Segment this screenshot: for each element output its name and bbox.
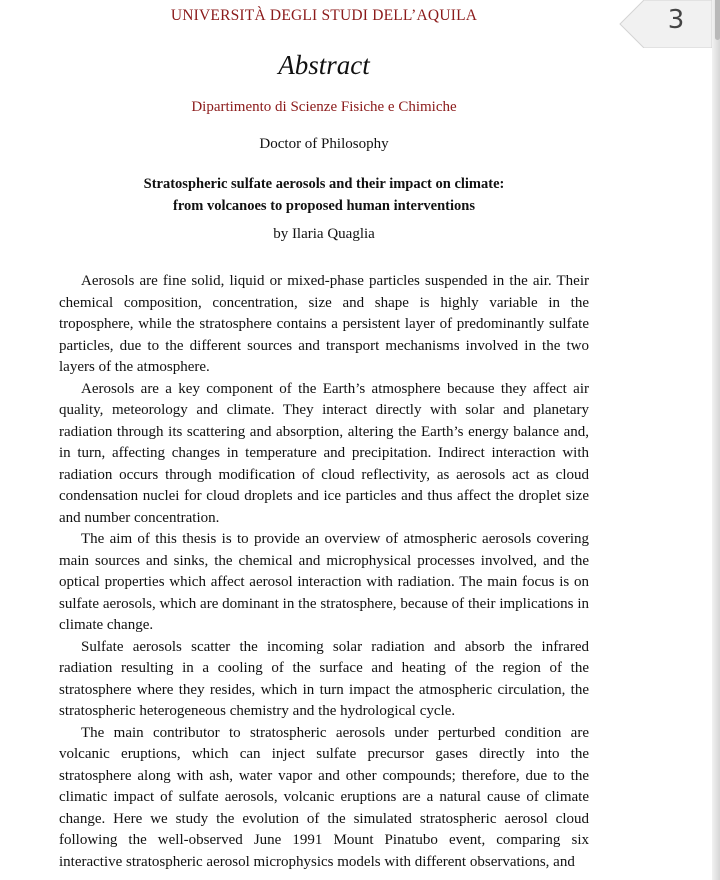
abstract-title: Abstract [278, 50, 370, 80]
abstract-paragraph: Sulfate aerosols scatter the incoming solar radiation and absorb the infrared radiation resulting in a cooling of the surface and heating of the region of the stratosphere where they resides, which in turn impact the atmospheric circulation, the stratospheric heterogeneous chemistry and the hydrological cycle. [59, 638, 589, 719]
degree-name: Doctor of Philosophy [259, 136, 389, 152]
scrollbar-thumb[interactable] [715, 0, 720, 40]
thesis-title-line-1: Stratospheric sulfate aerosols and their impact on climate: [143, 176, 505, 192]
page-number-badge [616, 0, 712, 48]
abstract-paragraph: Aerosols are fine solid, liquid or mixed-phase particles suspended in the air. Their chemical composition, concentration, size and shape is highly variable in the troposphere, while the stratosphere contains a persistent layer of predominantly sulfate particles, due to the different sources and transport mechanisms involved in the two layers of the atmosphere. [59, 273, 589, 375]
page-number: 3 [667, 5, 685, 35]
abstract-paragraph: The main contributor to stratospheric aerosols under perturbed condition are volcanic eruptions, which can inject sulfate precursor gases directly into the stratosphere along with ash, water vapor and other compounds; therefore, due to the climatic impact of sulfate aerosols, volcanic eruptions are a natural cause of climate change. Here we study the evolution of the simulated stratospheric aerosol cloud following the well-observed June 1991 Mount Pinatubo event, comparing six interactive stratospheric aerosol microphysics models with different observations, and [59, 724, 589, 870]
abstract-body [59, 271, 589, 873]
abstract-paragraph: The aim of this thesis is to provide an overview of atmospheric aerosols covering main sources and sinks, the chemical and microphysical processes involved, and the optical properties which affect aerosol interaction with radiation. The main focus is on sulfate aerosols, which are dominant in the stratosphere, because of their implications in climate change. [59, 531, 589, 633]
page-edge [712, 0, 720, 880]
abstract-paragraph: Aerosols are a key component of the Earth’s atmosphere because they affect air quality, meteorology and climate. They interact directly with solar and planetary radiation through its scattering and absorption, altering the Earth’s energy balance and, in turn, affecting changes in temperature and precipitation. Indirect interaction with radiation occurs through modification of cloud reflectivity, as aerosols act as cloud condensation nuclei for cloud droplets and ice particles and thus affect the droplet size and number concentration. [59, 380, 589, 526]
thesis-title [0, 174, 648, 217]
thesis-title-line-2: from volcanoes to proposed human interventions [173, 197, 475, 214]
author-name: by Ilaria Quaglia [273, 226, 375, 242]
department-name: Dipartimento di Scienze Fisiche e Chimiche [191, 99, 457, 115]
university-name: UNIVERSITÀ DEGLI STUDI DELL’AQUILA [170, 7, 478, 24]
